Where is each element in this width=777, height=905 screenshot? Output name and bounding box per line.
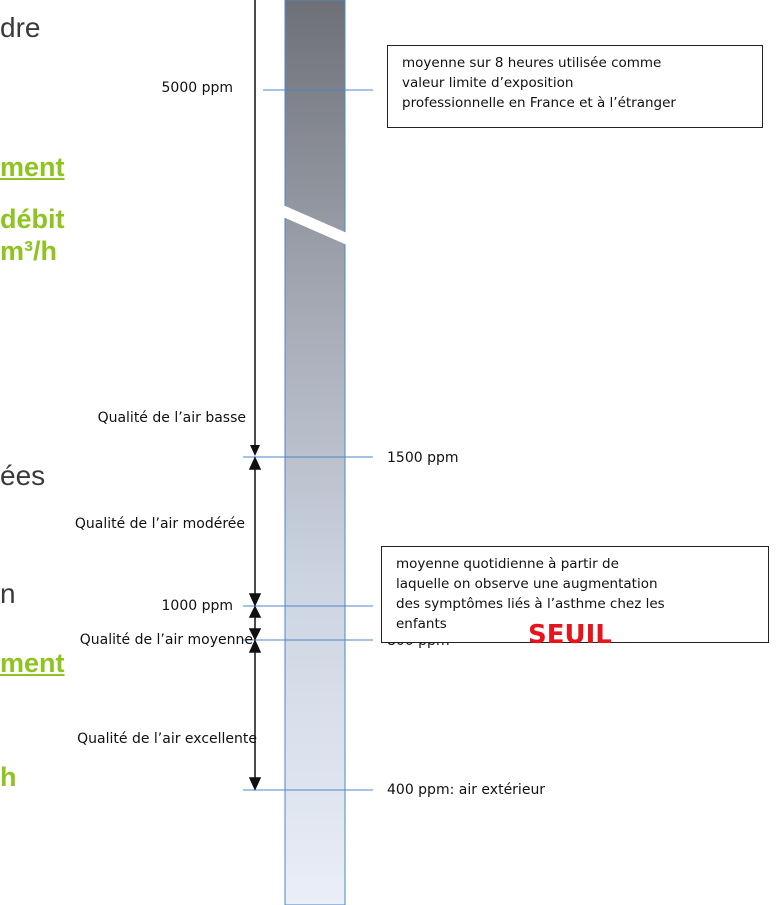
zone-arrow-basse-head <box>250 445 260 456</box>
zone-arrow-excellente <box>250 641 260 789</box>
left-fragment-6: n <box>0 578 16 609</box>
label-zone-excellente: Qualité de l’air excellente <box>77 731 257 747</box>
note-box-asthma-threshold: moyenne quotidienne à partir de laquelle on observe une augmentation des symptômes liés à l’asthme chez les enfants <box>381 546 769 643</box>
zone-arrow-moderee <box>250 458 260 605</box>
label-zone-moderee: Qualité de l’air modérée <box>74 516 245 532</box>
left-fragment-1: dre <box>0 12 41 43</box>
left-fragment-2: ment <box>0 152 65 182</box>
label-zone-basse: Qualité de l’air basse <box>97 410 246 426</box>
note-box-8h-limit: moyenne sur 8 heures utilisée comme valeur limite d’exposition professionnelle en France et à l’étranger <box>387 45 763 128</box>
left-fragment-5: ées <box>0 460 46 491</box>
left-fragment-3: débit <box>0 204 65 234</box>
label-zone-moyenne: Qualité de l’air moyenne <box>79 632 253 648</box>
label-5000-ppm: 5000 ppm <box>161 80 233 96</box>
label-400-ppm: 400 ppm: air extérieur <box>387 782 546 798</box>
left-fragment-8: h <box>0 762 17 792</box>
left-fragment-4: m³/h <box>0 236 57 266</box>
label-1500-ppm: 1500 ppm <box>387 450 459 466</box>
concentration-bar <box>285 0 345 905</box>
label-1000-ppm: 1000 ppm <box>161 598 233 614</box>
seuil-label: SEUIL <box>528 620 612 650</box>
left-fragment-7: ment <box>0 648 65 678</box>
